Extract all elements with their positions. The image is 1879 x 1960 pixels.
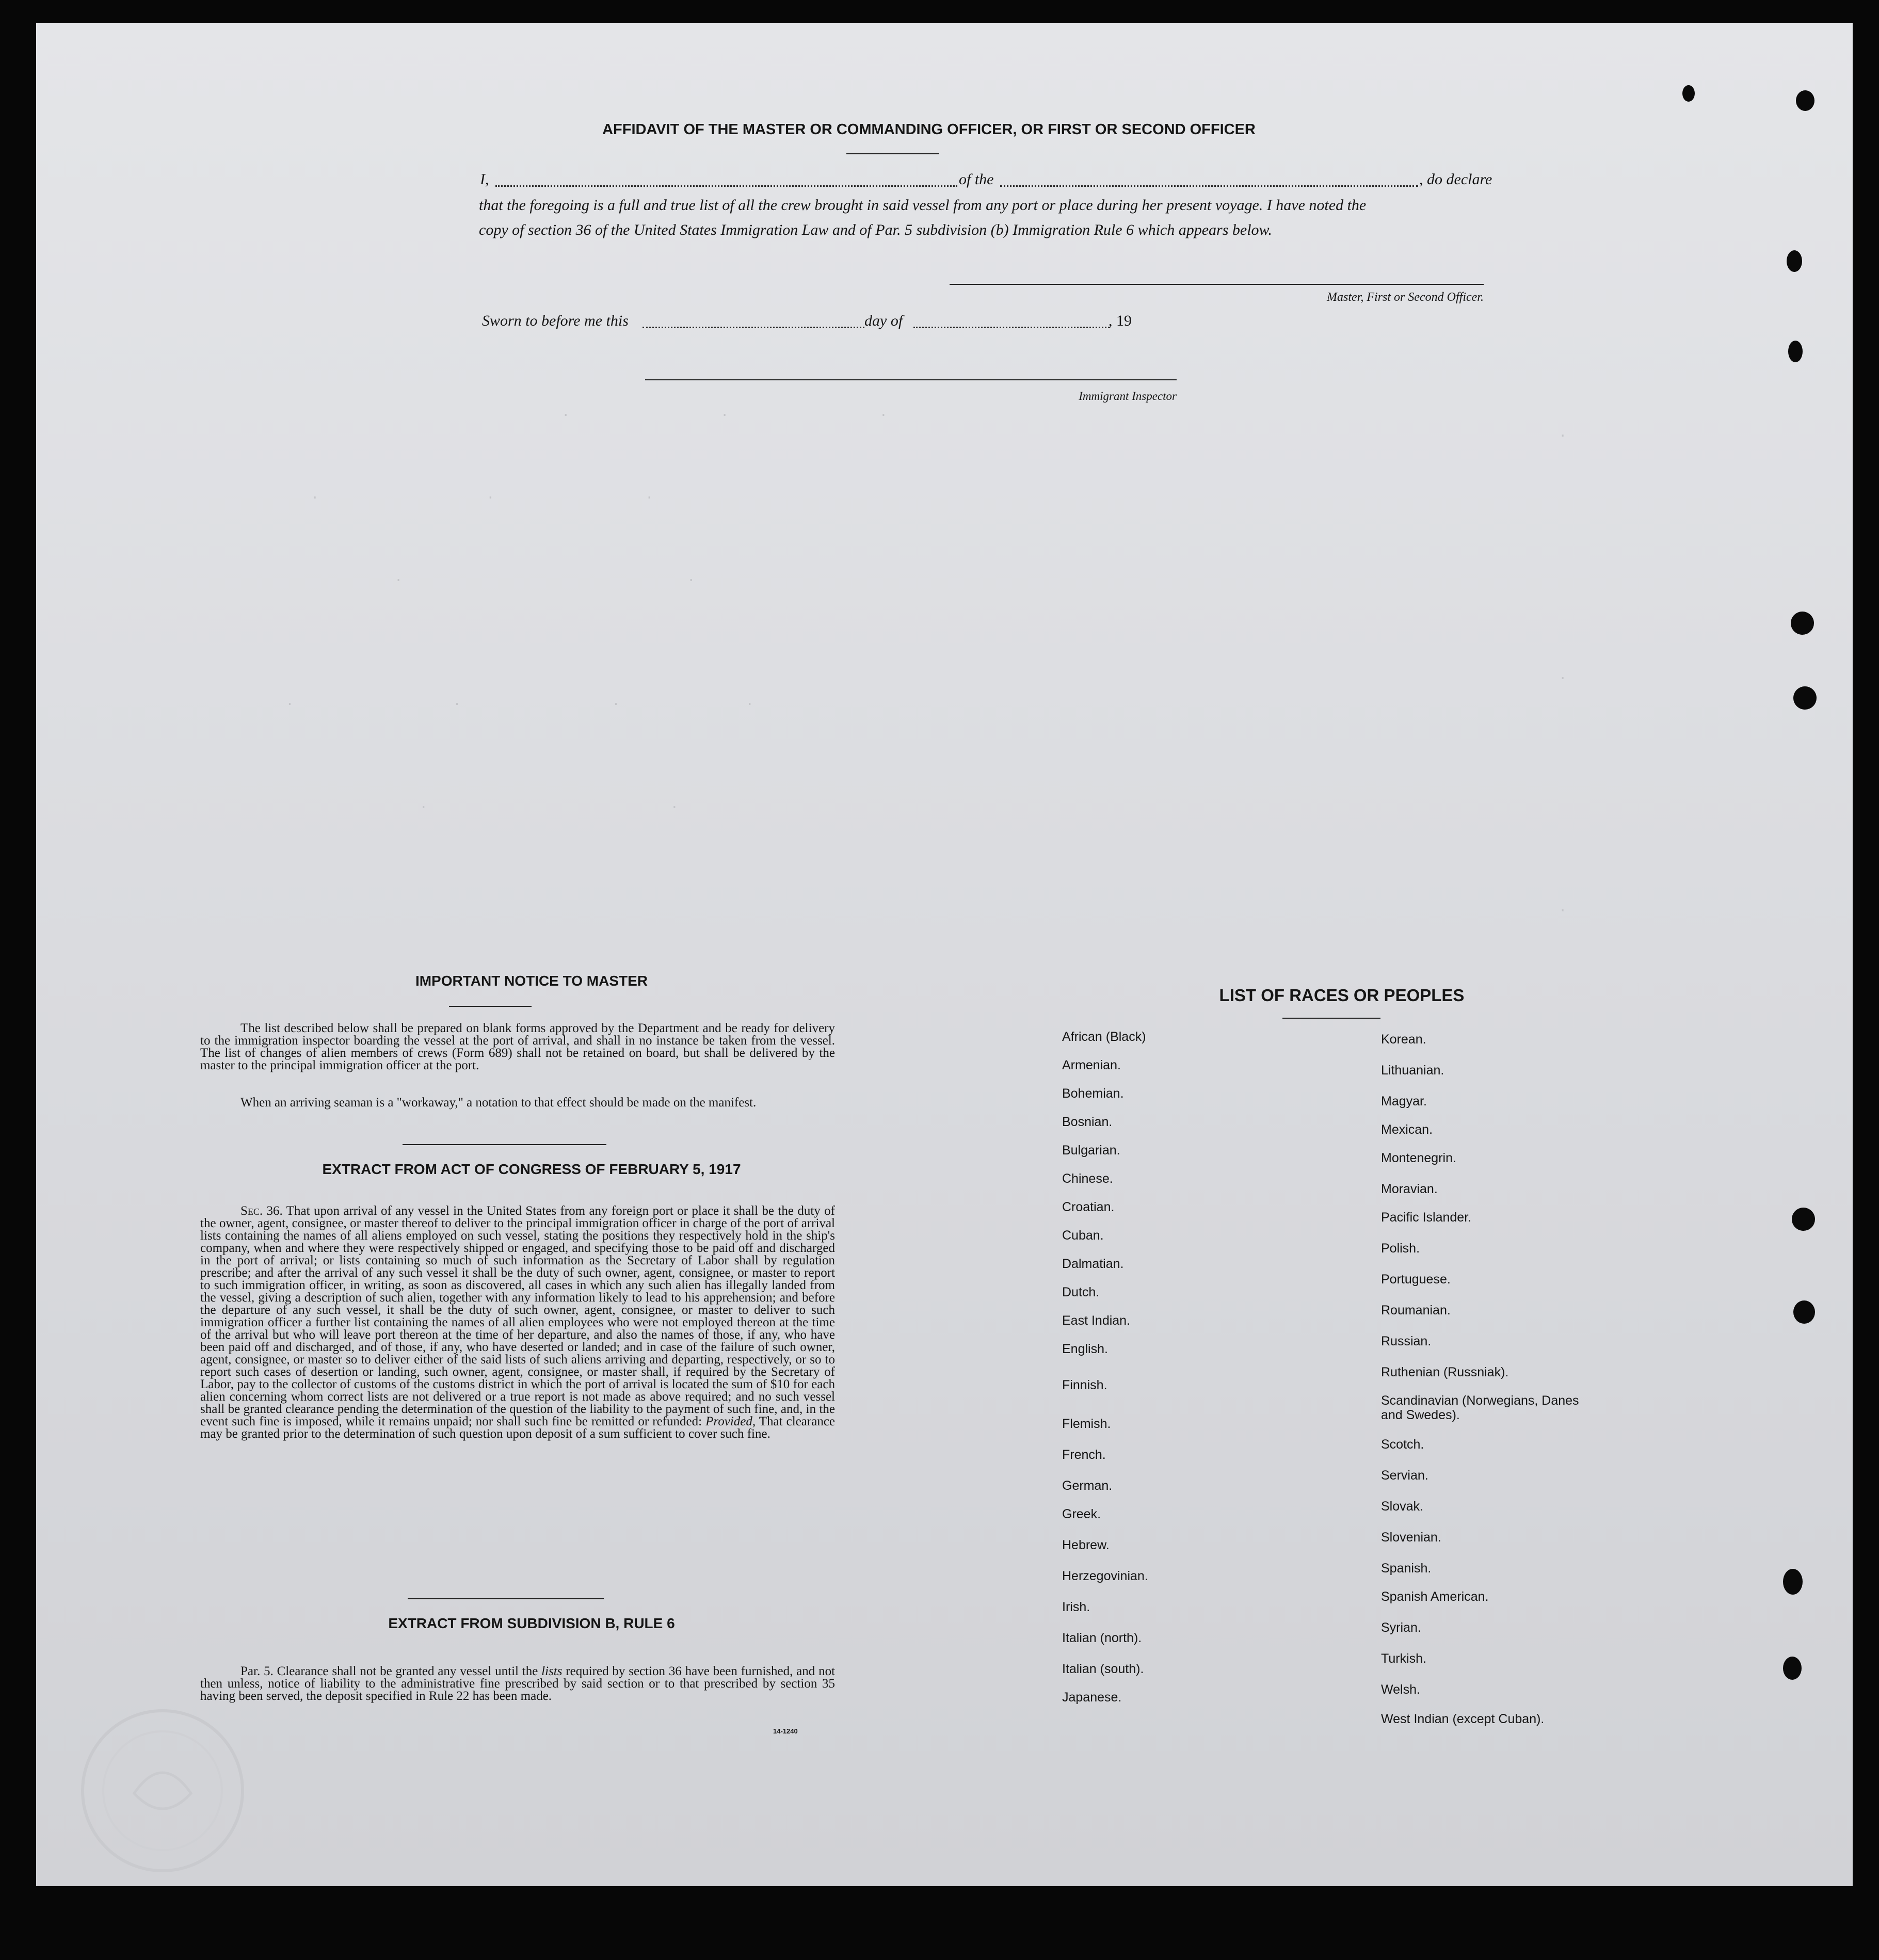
race-item: Slovak. [1381, 1499, 1423, 1514]
binder-hole-icon [1682, 85, 1695, 102]
race-item: Scotch. [1381, 1437, 1424, 1452]
race-item: Spanish American. [1381, 1589, 1489, 1604]
race-item: Armenian. [1062, 1058, 1121, 1072]
binder-hole-icon [1792, 1208, 1815, 1231]
race-item: Moravian. [1381, 1182, 1438, 1196]
master-signature-label: Master, First or Second Officer. [1327, 291, 1484, 304]
rule-top-divider [408, 1598, 604, 1599]
race-item: Servian. [1381, 1468, 1428, 1483]
race-item: African (Black) [1062, 1030, 1146, 1044]
race-item: Montenegrin. [1381, 1151, 1456, 1165]
master-name-field[interactable] [495, 185, 957, 187]
race-item: Syrian. [1381, 1620, 1421, 1635]
race-item: German. [1062, 1479, 1113, 1493]
race-item: Mexican. [1381, 1122, 1433, 1137]
form-number: 14-1240 [773, 1727, 798, 1735]
race-item: Welsh. [1381, 1682, 1420, 1697]
vessel-name-field[interactable] [1000, 185, 1418, 187]
title-divider [846, 153, 939, 154]
race-item: Polish. [1381, 1241, 1420, 1256]
race-item: Bohemian. [1062, 1086, 1124, 1101]
races-divider [1282, 1018, 1380, 1019]
race-item: East Indian. [1062, 1313, 1131, 1328]
binder-hole-icon [1793, 686, 1817, 710]
notice-paragraph-1: The list described below shall be prepared on blank forms approved by the Department and be ready for delivery to the immigration inspector boarding the vessel at the port of arrival, and shall in no instance be taken from the vessel. The list of changes of alien members of crews (Form 689) shall not be retained on board, but shall be delivered by the master to the principal immigration officer at the port. [200, 1021, 835, 1072]
binder-hole-icon [1791, 612, 1814, 635]
race-item: Dutch. [1062, 1285, 1100, 1299]
master-signature-line[interactable] [950, 284, 1484, 285]
race-item: Magyar. [1381, 1094, 1427, 1108]
race-item: Irish. [1062, 1600, 1090, 1614]
act-section-36 [200, 1205, 835, 1440]
race-item: Herzegovinian. [1062, 1569, 1148, 1583]
race-item: Greek. [1062, 1507, 1101, 1521]
race-item: Italian (north). [1062, 1631, 1142, 1645]
inspector-label: Immigrant Inspector [1079, 390, 1177, 403]
notice-paragraph-2: When an arriving seaman is a "workaway," a notation to that effect should be made on the manifest. [240, 1096, 757, 1110]
binder-hole-icon [1787, 250, 1802, 272]
affidavit-title: AFFIDAVIT OF THE MASTER OR COMMANDING OFFICER, OR FIRST OR SECOND OFFICER [602, 121, 1256, 138]
act-title: EXTRACT FROM ACT OF CONGRESS OF FEBRUARY 5, 1917 [322, 1161, 741, 1177]
race-item: Ruthenian (Russniak). [1381, 1365, 1509, 1379]
binder-hole-icon [1788, 341, 1803, 362]
rule-title: EXTRACT FROM SUBDIVISION B, RULE 6 [388, 1615, 675, 1631]
notice-title: IMPORTANT NOTICE TO MASTER [415, 973, 648, 989]
race-item: Cuban. [1062, 1228, 1104, 1243]
race-item: Pacific Islander. [1381, 1210, 1472, 1225]
race-item: Roumanian. [1381, 1303, 1451, 1318]
race-item: Turkish. [1381, 1651, 1426, 1666]
race-item: Korean. [1381, 1032, 1426, 1047]
notice-divider [449, 1006, 532, 1007]
affidavit-line-2: that the foregoing is a full and true list of all the crew brought in said vessel from any port or place during her present voyage. I have noted the [479, 197, 1367, 214]
race-item: Bulgarian. [1062, 1143, 1120, 1158]
race-item: Portuguese. [1381, 1272, 1451, 1287]
document-page: . . . . . . . . . . . . . . . . . AFFIDAVIT OF THE MASTER OR COMMANDING OFFICER, OR FIRST OR SECOND OFFICER I, of the , do declare that the foregoing is a full and true list of all the crew brought in said vessel from any port or place during her present voyage. I have noted the copy of section 36 of the United States Immigration Law and of Par. 5 subdivision (b) Immigration Rule 6 which appears below. Master, First or Second Officer. Sworn to before me this day of , 19 Immigrant Inspector IMPORTANT NOTICE TO MASTER The list described below shall be prepared on blank forms approved by the Department and be ready for delivery to the immigration inspector boarding the vessel at the port of arrival, and shall in no instance be taken from the vessel. The list of changes of alien members of crews (Form 689) shall not be retained on board, but shall be delivered by the master to the principal immigration officer at the port. When an arriving seaman is a "workaway," a notation to that effect should be made on the manifest. EXTRACT FROM ACT OF CONGRESS OF FEBRUARY 5, 1917 Sec. 36. That upon arrival of any vessel in the United States from any foreign port or place it shall be the duty of the owner, agent, consignee, or master thereof to deliver to the principal immigration officer in charge of the port of arrival lists containing the names of all aliens employed on such vessel, stating the positions they respectively hold in the ship's company, when and where they were respectively shipped or engaged, and specifying those to be paid off and discharged in the port of arrival; or lists containing so much of such information as the Secretary of Labor shall by regulation prescribe; and after the arrival of any such vessel it shall be the duty of such owner, agent, consignee, or master to report to such immigration officer, in writing, as soon as discovered, all cases in which any such alien has illegally landed from the vessel, giving a description of such alien, together with any information likely to lead to his apprehension; and before the departure of any such vessel, it shall be the duty of such owner, agent, consignee, or master to deliver to such immigration officer a further list containing the names of all alien employees who were not employed thereon at the time of the arrival but who will leave port thereon at the time of her departure, and also the names of those, if any, who have been paid off and discharged, and of those, if any, who have deserted or landed; and in case of the failure of such owner, agent, consignee, or master so to deliver either of the said lists of such aliens arriving and departing, respectively, or so to report such cases of desertion or landing, such owner, agent, consignee, or master shall, if required by the Secretary of Labor, pay to the collector of customs of the customs district in which the port of arrival is located the sum of $10 for each alien concerning whom correct lists are not delivered or a true report is not made as above required; and no such vessel shall be granted clearance pending the determination of the question of the liability to the payment of such fine, and, in the event such fine is imposed, while it remains unpaid; nor shall such fine be remitted or refunded: Provided, That clearance may be granted prior to the determination of such question upon deposit of a sum sufficient to cover such fine. EXTRACT FROM SUBDIVISION B, RULE 6 Par. 5. Clearance shall not be granted any vessel until the lists required by section 36 have been furnished, and not then unless, notice of liability to the administrative fine prescribed by said section or to that prescribed by section 35 having been served, the deposit specified in Rule 22 has been made. 14-1240 LIST OF RACES OR PEOPLES African (Black) Armenian. Bohemian. Bosnian. Bulgarian. Chinese. Croatian. Cuban. Dalmatian. Dutch. East Indian. English. Finnish. Flemish. French. German. Greek. Hebrew. Herzegovinian. Irish. Italian (north). Italian (south). Japanese. Korean. Lithuanian. Magyar. Mexican. Montenegrin. Moravian. Pacific Islander. Polish. Portuguese. Roumanian. Russian. Ruthenian (Russniak). Scandinavian (Norwegians, Danes and Swedes). Scotch. Servian. Slovak. Slovenian. Spanish. Spanish American. Syrian. Turkish. Welsh. West Indian (except Cuban). [36, 23, 1853, 1886]
races-title: LIST OF RACES OR PEOPLES [1219, 986, 1465, 1005]
act-provided-word: Provided, [705, 1415, 756, 1428]
sworn-day-label: day of [864, 312, 903, 329]
rule-text-b: required by section 36 have been furnished, and not then unless, notice of liability to the administrative fine prescribed by said section or to that prescribed by section 35 having been served, the deposit specified in Rule 22 has been made. [200, 1664, 836, 1703]
rule-paragraph [200, 1665, 835, 1702]
race-item: Finnish. [1062, 1378, 1107, 1392]
race-item: Croatian. [1062, 1200, 1115, 1214]
race-item: Scandinavian (Norwegians, Danes and Swedes). [1381, 1393, 1579, 1422]
act-section-label: Sec. 36. [240, 1204, 283, 1218]
race-item: Italian (south). [1062, 1662, 1144, 1676]
race-item: Japanese. [1062, 1690, 1122, 1705]
sworn-year-label: , 19 [1109, 312, 1132, 329]
affidavit-of-the-label: of the [959, 171, 994, 188]
act-section-text-end: That clearance may be granted prior to the determination of such question upon deposit of a sum sufficient to cover such fine. [200, 1415, 836, 1441]
race-item: French. [1062, 1448, 1106, 1462]
race-item: Hebrew. [1062, 1538, 1110, 1552]
binder-hole-icon [1783, 1569, 1803, 1595]
sworn-month-field[interactable] [913, 327, 1110, 328]
embossed-seal-icon [77, 1706, 248, 1876]
binder-hole-icon [1796, 90, 1814, 111]
affidavit-declare-label: , do declare [1419, 171, 1492, 188]
rule-text-a: Par. 5. Clearance shall not be granted any vessel until the [240, 1664, 538, 1678]
race-item: Bosnian. [1062, 1115, 1113, 1129]
rule-lists-word: lists [541, 1664, 563, 1678]
race-item: Dalmatian. [1062, 1257, 1124, 1271]
act-top-divider [403, 1144, 606, 1145]
sworn-prefix: Sworn to before me this [482, 312, 629, 329]
binder-hole-icon [1783, 1657, 1802, 1680]
race-item: Lithuanian. [1381, 1063, 1444, 1078]
race-item: Spanish. [1381, 1561, 1432, 1576]
inspector-signature-line[interactable] [645, 379, 1177, 380]
race-item: Slovenian. [1381, 1530, 1441, 1545]
binder-hole-icon [1793, 1300, 1815, 1324]
race-item: English. [1062, 1342, 1108, 1356]
affidavit-i-label: I, [480, 171, 489, 188]
race-item: Chinese. [1062, 1171, 1113, 1186]
affidavit-line-3: copy of section 36 of the United States Immigration Law and of Par. 5 subdivision (b) Immigration Rule 6 which appears below. [479, 221, 1272, 238]
race-item: Flemish. [1062, 1417, 1111, 1431]
act-section-text: That upon arrival of any vessel in the United States from any foreign port or place it shall be the duty of the owner, agent, consignee, or master thereof to deliver to the principal immigration officer in charge of the port of arrival lists containing the names of all aliens employed on such vessel, stating the positions they respectively hold in the ship's company, when and where they were respectively shipped or engaged, and specifying those to be paid off and discharged in the port of arrival; or lists containing so much of such information as the Secretary of Labor shall by regulation prescribe; and after the arrival of any such vessel it shall be the duty of such owner, agent, consignee, or master to report to such immigration officer, in writing, as soon as discovered, all cases in which any such alien has illegally landed from the vessel, giving a description of such alien, together with any information likely to lead to his apprehension; and before the departure of any such vessel, it shall be the duty of such owner, agent, consignee, or master to deliver to such immigration officer a further list containing the names of all alien employees who were not employed thereon at the time of the arrival but who will leave port thereon at the time of her departure, and also the names of those, if any, who have been paid off and discharged, and of those, if any, who have deserted or landed; and in case of the failure of such owner, agent, consignee, or master so to deliver either of the said lists of such aliens arriving and departing, respectively, or so to report such cases of desertion or landing, such owner, agent, consignee, or master shall, if required by the Secretary of Labor, pay to the collector of customs of the customs district in which the port of arrival is located the sum of $10 for each alien concerning whom correct lists are not delivered or a true report is not made as above required; and no such vessel shall be granted clearance pending the determination of the question of the liability to the payment of such fine, and, in the event such fine is imposed, while it remains unpaid; nor shall such fine be remitted or refunded: [200, 1204, 835, 1428]
race-item: Russian. [1381, 1334, 1432, 1348]
race-item: West Indian (except Cuban). [1381, 1712, 1545, 1726]
sworn-day-field[interactable] [643, 327, 864, 328]
